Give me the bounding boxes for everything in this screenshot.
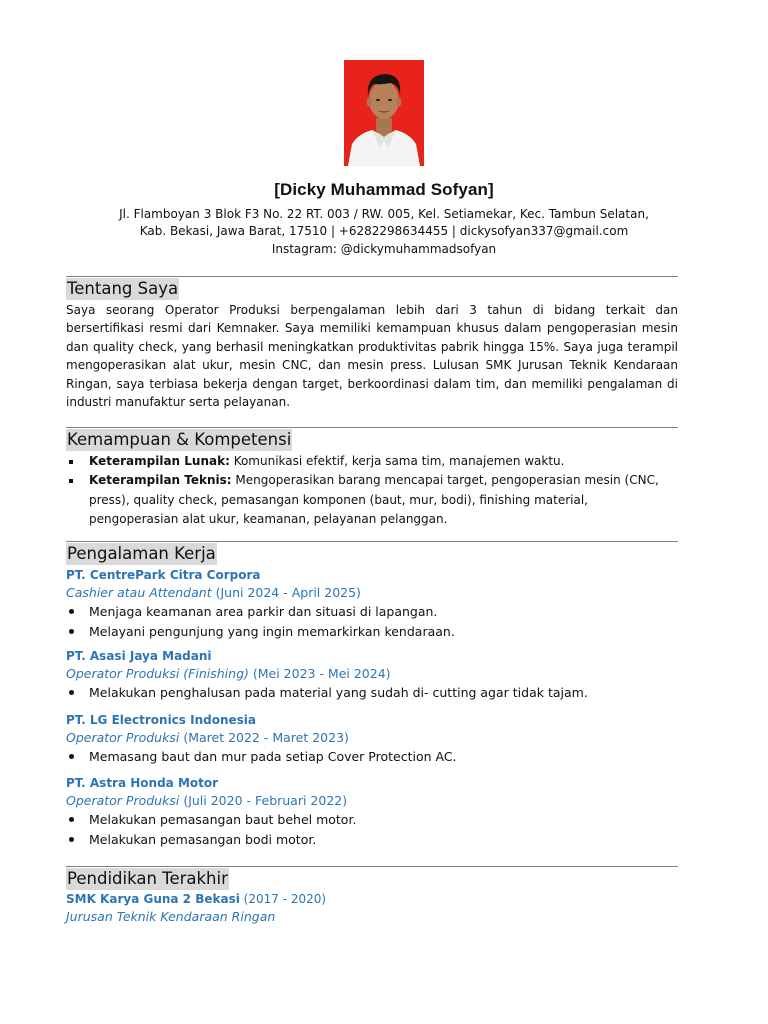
- job-entry: [66, 712, 678, 767]
- job-entry: [66, 567, 678, 641]
- bullet-icon: [69, 817, 74, 822]
- section-divider: [66, 541, 678, 542]
- duty-text: Menjaga keamanan area parkir dan situasi di lapangan.: [89, 604, 438, 619]
- company-name: PT. Astra Honda Motor: [66, 776, 219, 790]
- duty-item: [66, 683, 678, 703]
- duty-text: Memasang baut dan mur pada setiap Cover Protection AC.: [89, 749, 457, 764]
- school-line: [66, 891, 678, 908]
- duty-list: [66, 747, 678, 767]
- profile-photo: [344, 60, 424, 166]
- company-name: PT. CentrePark Citra Corpora: [66, 568, 261, 582]
- school-period: (2017 - 2020): [239, 892, 327, 906]
- about-paragraph: Saya seorang Operator Produksi berpengalaman lebih dari 3 tahun di bidang terkait dan bersertifikasi resmi dari Kemnaker. Saya memiliki kemampuan khusus dalam pengoperasian mesin dan quality check, yang berhasil meningkatkan produktivitas pabrik hingga 15%. Saya juga terampil mengoperasikan alat ukur, mesin CNC, dan mesin press. Lulusan SMK Jurusan Teknik Kendaraan Ringan, saya terbiasa bekerja dengan target, berkoordinasi dalam tim, dan memiliki pengalaman di industri manufaktur serta pelayanan.: [66, 303, 678, 410]
- contact-instagram: Instagram: @dickymuhammadsofyan: [271, 242, 497, 256]
- role-line: [66, 665, 678, 683]
- role-line: [66, 792, 678, 810]
- duty-text: Melakukan pemasangan bodi motor.: [89, 831, 317, 847]
- school-major: Jurusan Teknik Kendaraan Ringan: [66, 909, 276, 924]
- section-title-skills: Kemampuan & Kompetensi: [67, 430, 292, 449]
- duty-list: [66, 810, 678, 849]
- duty-text: Melakukan pemasangan baut behel motor.: [89, 812, 357, 827]
- job-period: (Mei 2023 - Mei 2024): [248, 666, 391, 681]
- duty-text: Melakukan penghalusan pada material yang sudah di- cutting agar tidak tajam.: [89, 685, 588, 700]
- role-line: [66, 584, 678, 602]
- bullet-icon: [69, 690, 74, 695]
- section-divider: [66, 427, 678, 428]
- job-entry: [66, 648, 678, 703]
- section-title-education: Pendidikan Terakhir: [67, 869, 228, 888]
- skill-text: Komunikasi efektif, kerja sama tim, manajemen waktu.: [229, 454, 565, 468]
- section-title-experience: Pengalaman Kerja: [67, 544, 216, 563]
- education-entry: [66, 891, 678, 926]
- skill-text: Mengoperasikan barang mencapai target, pengoperasian mesin (CNC, press), quality check, pemasangan komponen (baut, mur, bodi), finishing material, pengoperasian alat ukur, keamanan, pelayanan pelanggan.: [89, 473, 659, 527]
- job-role: Cashier atau Attendant: [66, 585, 212, 600]
- job-period: (Maret 2022 - Maret 2023): [179, 730, 349, 745]
- job-period: (Juli 2020 - Februari 2022): [179, 793, 348, 808]
- job-period: (Juni 2024 - April 2025): [211, 585, 361, 600]
- contact-address-line1: Jl. Flamboyan 3 Blok F3 No. 22 RT. 003 / RW. 005, Kel. Setiamekar, Kec. Tambun Selatan,: [119, 207, 649, 221]
- duty-list: [66, 683, 678, 703]
- full-name: [Dicky Muhammad Sofyan]: [274, 180, 494, 199]
- skill-label: Keterampilan Lunak:: [89, 454, 230, 468]
- contact-address-line2: Kab. Bekasi, Jawa Barat, 17510 | +6282298634455 | dickysofyan337@gmail.com: [139, 224, 629, 238]
- role-line: [66, 729, 678, 747]
- duty-text: Melayani pengunjung yang ingin memarkirkan kendaraan.: [89, 623, 455, 639]
- duty-item: [66, 747, 678, 767]
- bullet-icon: [69, 837, 74, 842]
- bullet-icon: [69, 609, 74, 614]
- skill-label: Keterampilan Teknis:: [89, 473, 232, 488]
- square-bullet-icon: [69, 460, 73, 464]
- company-name: PT. Asasi Jaya Madani: [66, 649, 212, 663]
- skill-item-soft: [66, 452, 678, 471]
- duty-item: [66, 622, 678, 642]
- skill-item-technical: [66, 471, 678, 529]
- duty-item: [66, 810, 678, 830]
- section-divider: [66, 866, 678, 867]
- duty-item: [66, 830, 678, 850]
- duty-list: [66, 602, 678, 641]
- job-entry: [66, 775, 678, 849]
- section-divider: [66, 276, 678, 277]
- job-role: Operator Produksi: [66, 793, 180, 808]
- duty-item: [66, 602, 678, 622]
- skills-list: [66, 452, 678, 530]
- square-bullet-icon: [69, 479, 73, 483]
- bullet-icon: [69, 754, 74, 759]
- job-role: Operator Produksi (Finishing): [66, 666, 249, 681]
- job-role: Operator Produksi: [66, 730, 180, 745]
- school-name: SMK Karya Guna 2 Bekasi: [66, 892, 240, 906]
- section-title-about: Tentang Saya: [67, 279, 179, 298]
- bullet-icon: [69, 629, 74, 634]
- company-name: PT. LG Electronics Indonesia: [66, 713, 256, 727]
